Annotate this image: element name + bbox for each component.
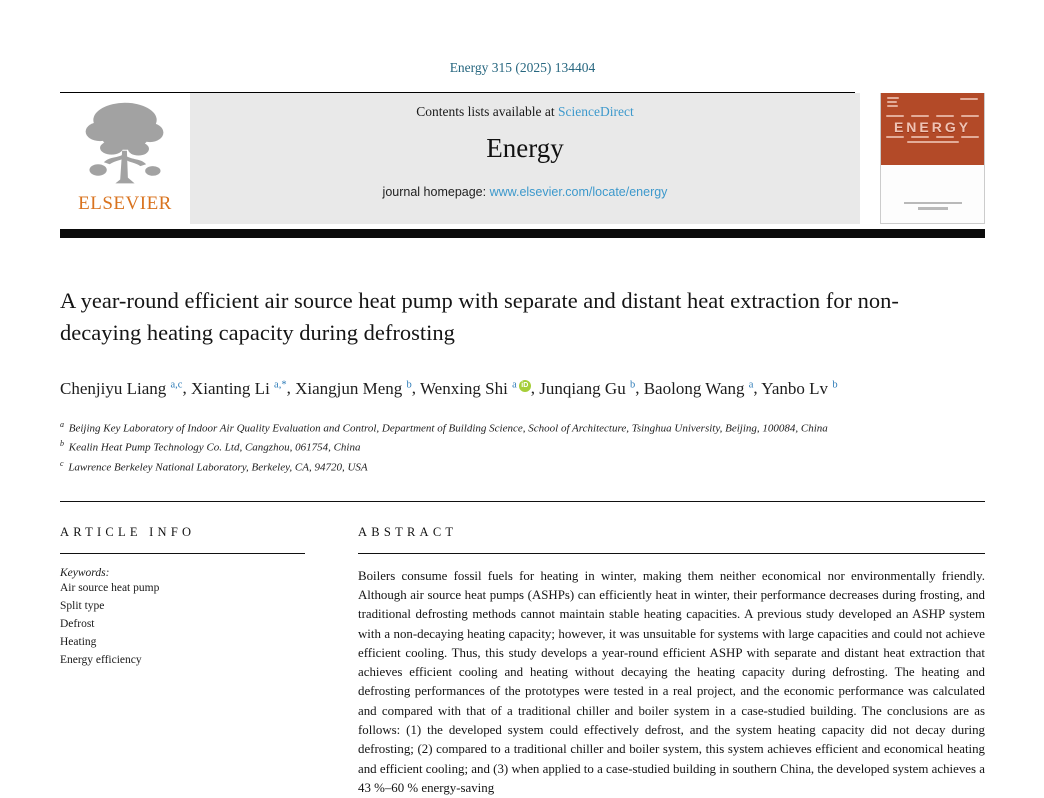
article-info-column	[60, 502, 305, 798]
affiliation: $^b$ Kealin Heat Pump Technology Co. Ltd, Cangzhou, 061754, China	[60, 439, 361, 454]
banner-center	[190, 93, 860, 224]
abstract-heading: ABSTRACT	[358, 524, 458, 539]
author: Yanbo Lv $^b$	[761, 378, 838, 398]
article-title: A year-round efficient air source heat pump with separate and distant heat extraction for non-decaying heating capacity during defrosting	[60, 288, 899, 345]
cover-category-row	[886, 136, 979, 138]
keyword: Heating	[60, 635, 97, 648]
keyword: Defrost	[60, 617, 95, 630]
author: Xiangjun Meng $^b$	[295, 378, 412, 398]
journal-citation: Energy 315 (2025) 134404	[449, 60, 596, 75]
author: Chenjiyu Liang $^{a,c}$	[60, 378, 183, 398]
author-affiliation-sup: a	[748, 379, 754, 390]
cover-footer-text	[881, 202, 984, 213]
elsevier-wordmark: ELSEVIER	[78, 193, 172, 214]
author-affiliation-sup: a,*	[274, 379, 287, 390]
journal-header-banner	[60, 93, 985, 224]
keyword: Energy efficiency	[60, 653, 142, 666]
homepage-line	[190, 185, 860, 199]
contents-text: Contents lists available at	[416, 104, 558, 119]
author-affiliation-sup: a	[512, 379, 517, 390]
elsevier-logo	[60, 93, 190, 224]
column-gap	[305, 502, 358, 798]
affiliation-list	[60, 417, 985, 476]
affiliation: $^a$ Beijing Key Laboratory of Indoor Air Quality Evaluation and Control, Department of Building Science, School of Architecture, Tsinghua University, Beijing, 100084, China	[60, 419, 828, 435]
cover-title: ENERGY	[893, 119, 972, 135]
author: Xianting Li $^{a,*}$	[190, 378, 287, 398]
journal-title: Energy	[486, 133, 564, 163]
keyword: Split type	[60, 599, 105, 612]
contents-line	[190, 104, 860, 120]
affiliation-sup: c	[60, 458, 64, 468]
abstract-rule	[358, 553, 985, 554]
affiliation-sup: b	[60, 439, 64, 449]
author-affiliation-sup: b	[629, 379, 636, 390]
author-list: Chenjiyu Liang $^{a,c}$, Xianting Li $^{a,*}$, Xiangjun Meng $^b$, Wenxing Shi $^a$ iD , Junqiang Gu $^b$, Baolong Wang $^a$, Yanbo Lv $^b$	[60, 378, 838, 398]
author-affiliation-sup: a,c	[170, 379, 183, 390]
abstract-text: Boilers consume fossil fuels for heating in winter, making them neither economical nor environmentally friendly. Although air source heat pumps (ASHPs) can efficiently heat in winter, their performance decreases during frosting, and traditional defrosting methods cannot maintain stable heating capacities. A previous study developed an ASHP system with a non-decaying heating capacity; however, it was unsuitable for systems with large capacities and could not achieve efficient cooling. Thus, this study develops a year-round efficient ASHP with separate and distant heat extraction that achieves efficient cooling and heating without decaying the heating capacity during defrosting. The heating and defrosting performances of the prototypes were tested in a real project, and the economic performance was calculated and compared with that of a traditional chiller and boiler system in a case-studied building. The conclusions are as follows: (1) the developed system could effectively defrost, and the system heating capacity did not decay during defrosting; (2) compared to a traditional chiller and boiler system, this system achieves efficient and economical heating and efficient cooling; and (3) when applied to a case-studied building in southern China, the developed system achieves a 43 %–60 % energy-saving	[358, 568, 985, 795]
cover-decor-line	[960, 98, 978, 100]
article-info-rule	[60, 553, 305, 554]
cover-masthead	[881, 93, 984, 165]
cover-decor-block	[887, 97, 901, 109]
article-info-heading: ARTICLE INFO	[60, 524, 196, 539]
abstract-column	[358, 502, 985, 798]
header-divider-bar	[60, 229, 985, 238]
keywords-list	[60, 579, 305, 669]
info-abstract-columns	[60, 502, 985, 798]
author-affiliation-sup: b	[406, 379, 412, 390]
banner-gap	[860, 93, 880, 224]
sciencedirect-link[interactable]: ScienceDirect	[558, 104, 634, 119]
homepage-url-link[interactable]: www.elsevier.com/locate/energy	[489, 185, 668, 199]
orcid-icon[interactable]: iD	[519, 380, 531, 392]
elsevier-tree-logo	[77, 95, 173, 195]
keywords-label: Keywords:	[60, 566, 110, 579]
keyword: Air source heat pump	[60, 581, 160, 594]
cover-category-row	[886, 115, 979, 117]
cover-subtitle-line	[886, 141, 979, 143]
homepage-label: journal homepage:	[382, 185, 490, 199]
journal-cover-thumbnail[interactable]	[880, 93, 985, 224]
affiliation: $^c$ Lawrence Berkeley National Laboratory, Berkeley, CA, 94720, USA	[60, 458, 368, 474]
affiliation-sup: a	[60, 419, 64, 429]
author-affiliation-sup: b	[832, 379, 838, 390]
author: Junqiang Gu $^b$	[539, 378, 636, 398]
author: Baolong Wang $^a$	[643, 378, 754, 398]
author: Wenxing Shi $^a$ iD	[420, 379, 531, 398]
